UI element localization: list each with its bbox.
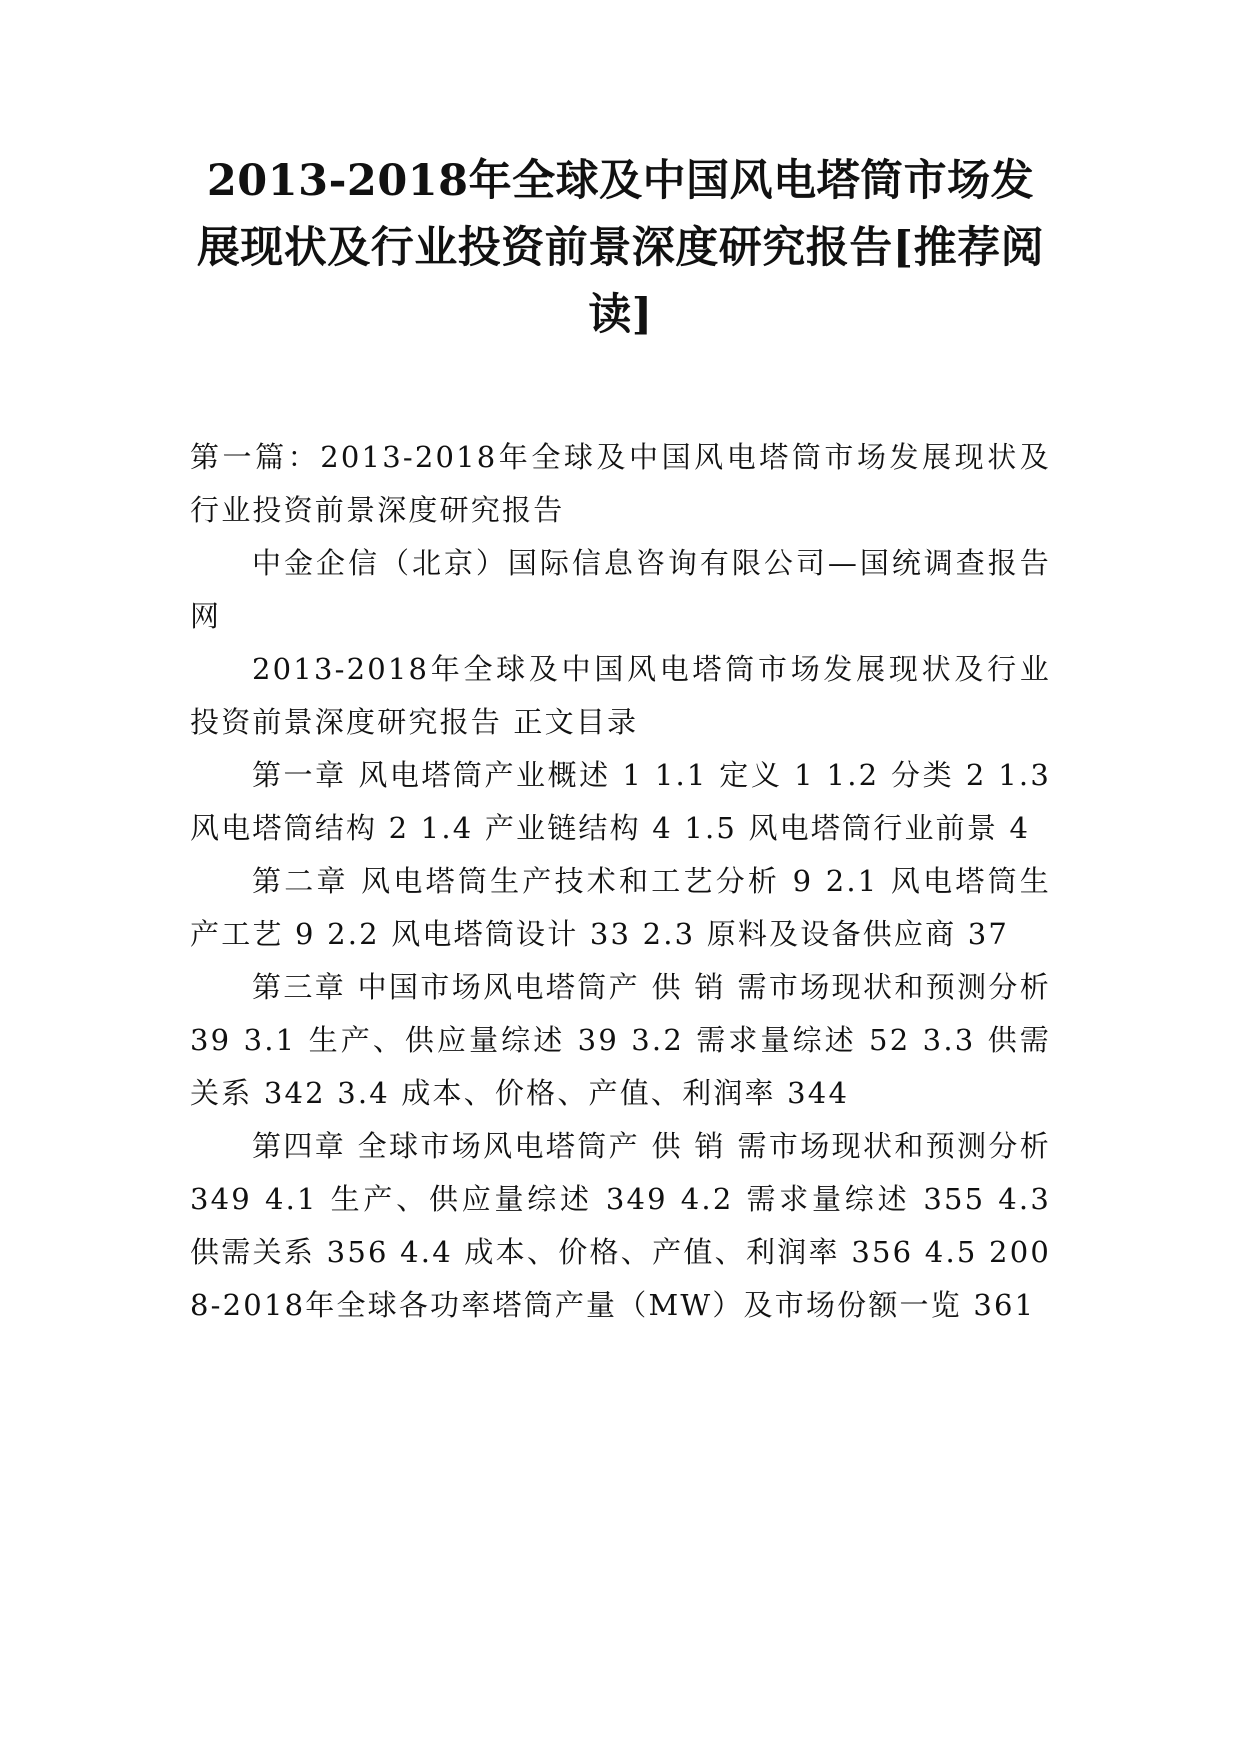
paragraph-part-one: 第一篇：2013-2018年全球及中国风电塔筒市场发展现状及行业投资前景深度研究报告	[190, 440, 1051, 527]
toc-chapter-3: 第三章 中国市场风电塔筒产 供 销 需市场现状和预测分析 39 3.1 生产、供应量综述 39 3.2 需求量综述 52 3.3 供需关系 342 3.4 成本、价格、产值、利润率 344	[190, 970, 1051, 1110]
toc-chapter-1: 第一章 风电塔筒产业概述 1 1.1 定义 1 1.2 分类 2 1.3 风电塔筒结构 2 1.4 产业链结构 4 1.5 风电塔筒行业前景 4	[190, 758, 1051, 845]
paragraph-publisher: 中金企信（北京）国际信息咨询有限公司—国统调查报告网	[190, 546, 1051, 633]
document-body	[190, 431, 1051, 1332]
document-title: 2013-2018年全球及中国风电塔筒市场发展现状及行业投资前景深度研究报告[推荐阅读]	[196, 156, 1045, 340]
toc-chapter-2: 第二章 风电塔筒生产技术和工艺分析 9 2.1 风电塔筒生产工艺 9 2.2 风电塔筒设计 33 2.3 原料及设备供应商 37	[190, 864, 1051, 951]
toc-chapter-4: 第四章 全球市场风电塔筒产 供 销 需市场现状和预测分析 349 4.1 生产、供应量综述 349 4.2 需求量综述 355 4.3 供需关系 356 4.4 成本、价格、产值、利润率 356 4.5 2008-2018年全球各功率塔筒产量（MW）及市场份额一览 361	[190, 1129, 1051, 1322]
paragraph-toc-heading: 2013-2018年全球及中国风电塔筒市场发展现状及行业投资前景深度研究报告 正文目录	[190, 652, 1051, 739]
